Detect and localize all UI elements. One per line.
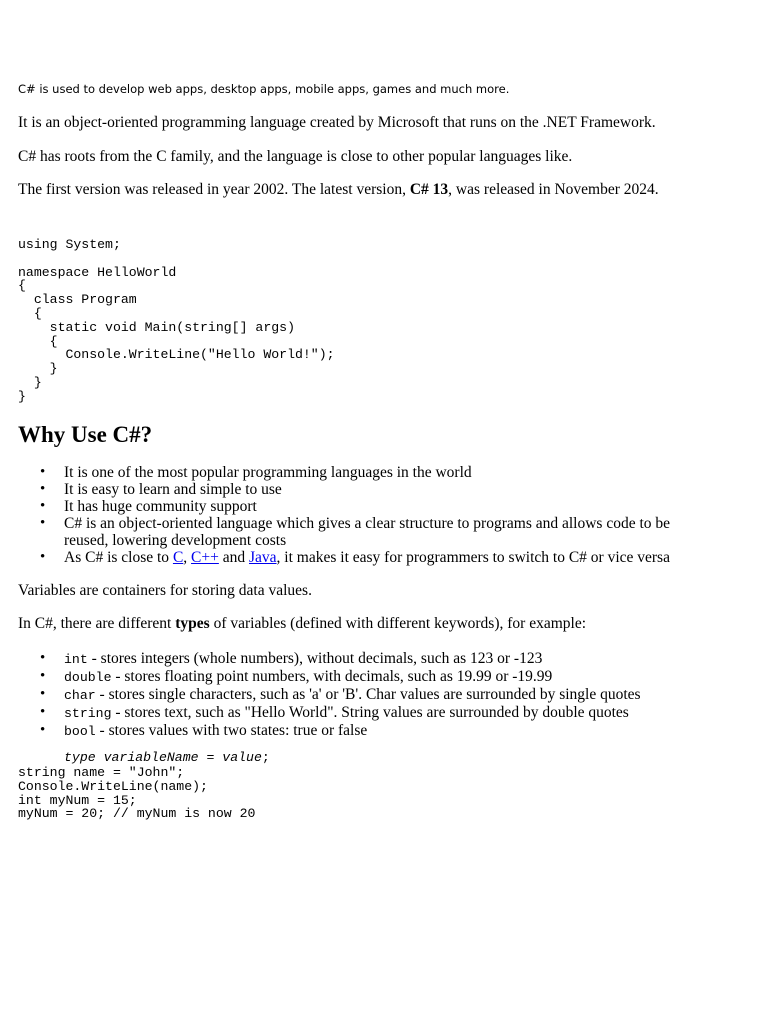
types-bold: types bbox=[175, 615, 210, 632]
keyword-double: double bbox=[64, 670, 112, 685]
intro-small-text: C# is used to develop web apps, desktop apps, mobile apps, games and much more. bbox=[18, 82, 510, 96]
hello-world-code-block: using System; namespace HelloWorld { class Program { static void Main(string[] args) { Console.WriteLine("Hello World!"); } } } bbox=[18, 237, 335, 404]
bool-description: - stores values with two states: true or false bbox=[95, 722, 368, 739]
versions-text-before: The first version was released in year 2002. The latest version, bbox=[18, 181, 410, 198]
languages-separator-1: , bbox=[183, 549, 192, 566]
paragraph-roots: C# has roots from the C family, and the language is close to other popular languages like. bbox=[18, 148, 573, 165]
types-text-after: of variables (defined with different keywords), for example: bbox=[209, 615, 587, 632]
paragraph-variables: Variables are containers for storing data values. bbox=[18, 582, 312, 599]
syntax-equals: = bbox=[198, 750, 223, 765]
languages-separator-2: and bbox=[218, 549, 249, 566]
syntax-semicolon: ; bbox=[261, 750, 270, 765]
paragraph-oop: It is an object-oriented programming language created by Microsoft that runs on the .NET Framework. bbox=[18, 114, 656, 131]
list-item-double bbox=[64, 668, 641, 686]
versions-text-after: , was released in November 2024. bbox=[448, 181, 659, 198]
why-use-heading: Why Use C#? bbox=[18, 422, 153, 447]
keyword-string: string bbox=[64, 706, 112, 721]
link-c[interactable]: C bbox=[172, 549, 184, 566]
list-item-string bbox=[64, 704, 641, 722]
languages-text-before: As C# is close to bbox=[64, 549, 173, 566]
list-item: • It is easy to learn and simple to use bbox=[64, 481, 674, 498]
paragraph-types bbox=[18, 615, 586, 633]
syntax-variable-name: variableName bbox=[103, 750, 199, 765]
why-use-list bbox=[18, 464, 674, 566]
paragraph-versions bbox=[18, 181, 659, 199]
list-item-languages bbox=[64, 549, 674, 566]
list-item-char bbox=[64, 686, 641, 704]
languages-text-after: , it makes it easy for programmers to switch to C# or vice versa bbox=[276, 549, 670, 566]
link-cpp[interactable]: C++ bbox=[191, 549, 219, 566]
string-description: - stores text, such as "Hello World". String values are surrounded by double quotes bbox=[111, 704, 629, 721]
list-item-int bbox=[64, 650, 641, 668]
keyword-bool: bool bbox=[64, 724, 96, 739]
variables-code-block: string name = "John"; Console.WriteLine(name); int myNum = 15; myNum = 20; // myNum is now 20 bbox=[18, 765, 256, 822]
double-description: - stores floating point numbers, with decimals, such as 19.99 or -19.99 bbox=[111, 668, 553, 685]
list-item: • It is one of the most popular programming languages in the world bbox=[64, 464, 674, 481]
keyword-int: int bbox=[64, 652, 88, 667]
syntax-value: value bbox=[222, 750, 262, 765]
char-description: - stores single characters, such as 'a' or 'B'. Char values are surrounded by single quotes bbox=[95, 686, 641, 703]
syntax-type: type bbox=[64, 750, 96, 765]
latest-version-bold: C# 13 bbox=[409, 181, 449, 198]
types-text-before: In C#, there are different bbox=[18, 615, 176, 632]
list-item: • C# is an object-oriented language which gives a clear structure to programs and allows code to be reused, lowering development costs bbox=[64, 515, 674, 549]
variable-syntax bbox=[64, 751, 270, 765]
list-item: • It has huge community support bbox=[64, 498, 674, 515]
keyword-char: char bbox=[64, 688, 96, 703]
list-item-bool bbox=[64, 722, 641, 740]
int-description: - stores integers (whole numbers), without decimals, such as 123 or -123 bbox=[87, 650, 543, 667]
link-java[interactable]: Java bbox=[249, 549, 277, 566]
variable-types-list bbox=[18, 650, 641, 740]
